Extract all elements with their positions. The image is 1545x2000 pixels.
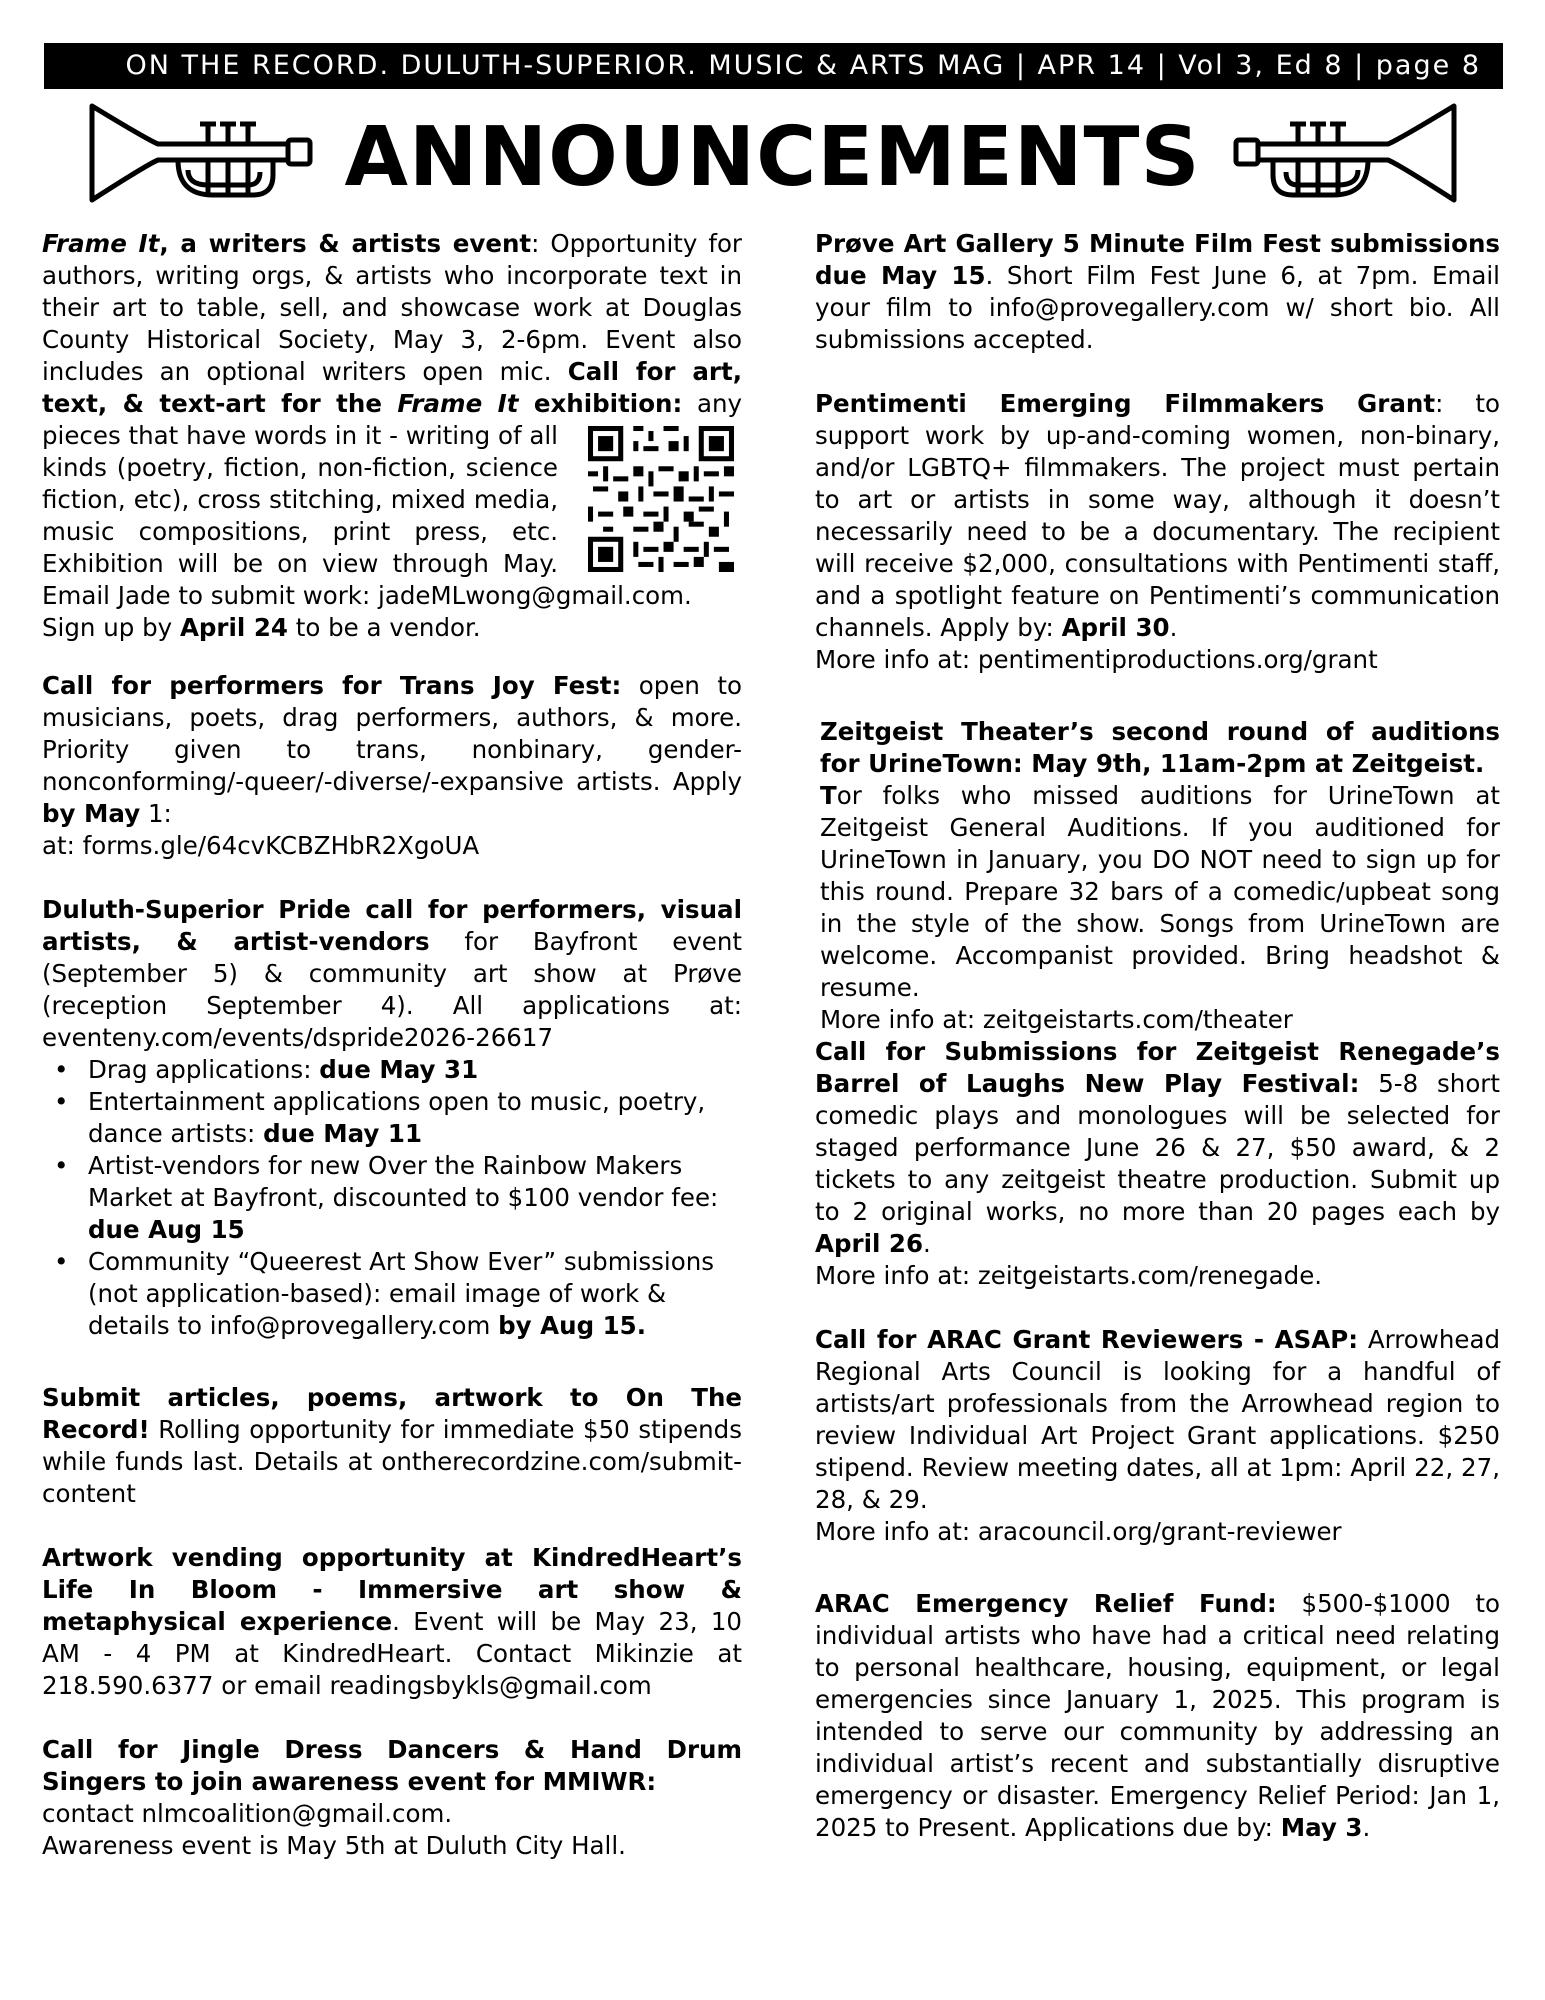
jingle-dress-announcement: Call for Jingle Dress Dancers & Hand Drum Singers to join awareness event for MMIWR: contact nlmcoalition@gmail.com. Awareness event is May 5th at Duluth City Hall. — [42, 1735, 742, 1860]
pride-deadline-list — [42, 1054, 742, 1342]
trans-joy-link[interactable]: at: forms.gle/64cvKCBZHbR2XgoUA — [42, 831, 480, 860]
pentimenti-announcement: Pentimenti Emerging Filmmakers Grant: to support work by up-and-coming women, non-binary, and/or LGBTQ+ filmmakers. The project must pertain to art or artists in some way, although it doesn’t necessarily need to be a documentary. The recipient will receive $2,000, consultations with Pentimenti staff, and a spotlight feature on Pentimenti’s communication channels. Apply by: April 30. More info at: pentimentiproductions.org/grant — [815, 389, 1500, 674]
qr-code-icon[interactable] — [588, 426, 734, 572]
left-column — [42, 228, 742, 1862]
list-item: • Drag applications: due May 31 — [88, 1054, 742, 1086]
pride-announcement: Duluth-Superior Pride call for performers, visual artists, & artist-vendors for Bayfront event (September 5) & community art show at Prøve (reception September 4). All applications at: eventeny.com/events/dspride2026-26617 • Drag applications: due May 31 • Entertainment applications open to music, poetry, dance artists: due May 11 • Artist-vendors for new Over the Rainbow Makers Market at Bayfront, discounted to $100 vendor fee: due Aug 15 • Community “Queerest Art Show Ever” submissions (not application-based): email image of work & details to info@provegallery.com by Aug 15. — [42, 894, 742, 1342]
right-column — [815, 228, 1500, 1844]
arac-reviewers-announcement: Call for ARAC Grant Reviewers - ASAP: Arrowhead Regional Arts Council is looking for a handful of artists/art professionals from the Arrowhead region to review Individual Art Project Grant applications. $250 stipend. Review meeting dates, all at 1pm: April 22, 27, 28, & 29. More info at: aracouncil.org/grant-reviewer — [815, 1325, 1501, 1546]
zeitgeist-auditions-announcement: Zeitgeist Theater’s second round of auditions for UrineTown: May 9th, 11am-2pm at Zeitgeist. Tor folks who missed auditions for UrineTown at Zeitgeist General Auditions. If you auditioned for UrineTown in January, you DO NOT need to sign up for this round. Prepare 32 bars of a comedic/upbeat song in the style of the show. Songs from UrineTown are welcome. Accompanist provided. Bring headshot & resume. More info at: zeitgeistarts.com/theater — [820, 717, 1500, 1034]
prove-film-fest-announcement: Prøve Art Gallery 5 Minute Film Fest submissions due May 15. Short Film Fest June 6, at 7pm. Email your film to info@provegallery.com w/ short bio. All submissions accepted. — [815, 229, 1500, 354]
list-item: • Entertainment applications open to music, poetry, dance artists: due May 11 — [88, 1086, 742, 1150]
list-item: • Community “Queerest Art Show Ever” submissions (not application-based): email image of work & details to info@provegallery.com by Aug 15. — [88, 1246, 742, 1342]
kindredheart-announcement: Artwork vending opportunity at KindredHeart’s Life In Bloom - Immersive art show & metaphysical experience. Event will be May 23, 10 AM - 4 PM at KindredHeart. Contact Mikinzie at 218.590.6377 or email readingsbykls@gmail.com — [42, 1543, 742, 1700]
page-title: ANNOUNCEMENTS — [344, 110, 1201, 205]
masthead-banner: ON THE RECORD. DULUTH-SUPERIOR. MUSIC & ARTS MAG | APR 14 | Vol 3, Ed 8 | page 8 — [44, 43, 1503, 89]
submit-announcement: Submit articles, poems, artwork to On The Record! Rolling opportunity for immediate $50 stipends while funds last. Details at ontherecordzine.com/submit-content — [42, 1383, 742, 1508]
arac-relief-announcement: ARAC Emergency Relief Fund: $500-$1000 to individual artists who have had a critical need relating to personal healthcare, housing, equipment, or legal emergencies since January 1, 2025. This program is intended to serve our community by addressing an individual artist’s recent and substantially disruptive emergency or disaster. Emergency Relief Period: Jan 1, 2025 to Present. Applications due by: May 3. — [815, 1589, 1500, 1842]
frame-it-announcement: Frame It, a writers & artists event: Opportunity for authors, writing orgs, & artists who incorporate text in their art to table, sell, and showcase work at Douglas County Historical Society, May 3, 2-6pm. Event also includes an optional writers open mic. Call for art, text, & text-art for the Frame It exhibition: any pieces that have words in it - writing of all kinds (poetry, fiction, non-fiction, science fiction, etc), cross stitching, mixed media, music compositions, print press, etc. Exhibition will be on view through May. Email Jade to submit work: jadeMLwong@gmail.com. Sign up by April 24 to be a vendor. — [42, 229, 743, 642]
list-item: • Artist-vendors for new Over the Rainbow Makers Market at Bayfront, discounted to $100 vendor fee: due Aug 15 — [88, 1150, 742, 1246]
renegade-announcement: Call for Submissions for Zeitgeist Renegade’s Barrel of Laughs New Play Festival: 5-8 short comedic plays and monologues will be selected for staged performance June 26 & 27, $50 award, & 2 tickets to any zeitgeist theatre production. Submit up to 2 original works, no more than 20 pages each by April 26. More info at: zeitgeistarts.com/renegade. — [815, 1037, 1500, 1290]
trans-joy-announcement: Call for performers for Trans Joy Fest: open to musicians, poets, drag performers, authors, & more. Priority given to trans, nonbinary, gender-nonconforming/-queer/-diverse/-expansive artists. Apply by May 1: at: forms.gle/64cvKCBZHbR2XgoUA — [42, 671, 742, 860]
